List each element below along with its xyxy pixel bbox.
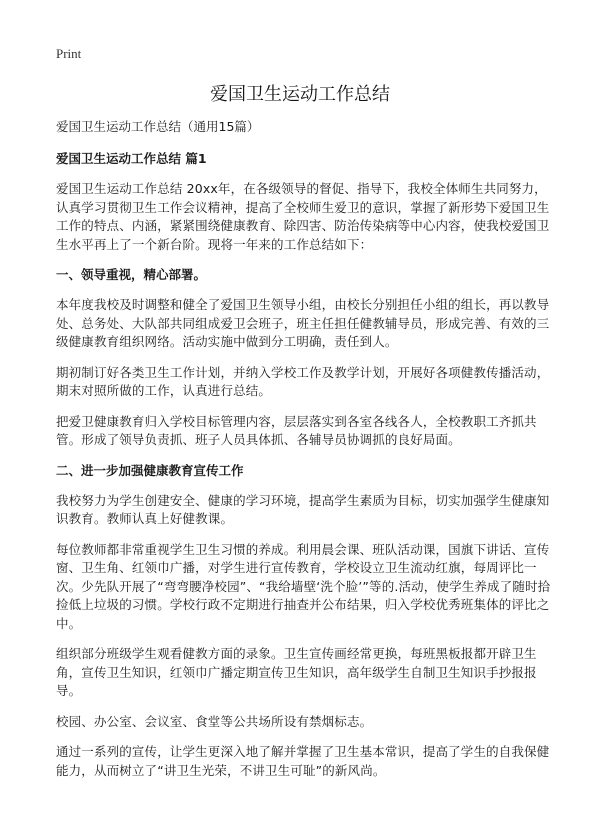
section-heading-2: 二、进一步加强健康教育宣传工作 <box>56 462 244 478</box>
document-content <box>56 118 552 792</box>
paragraph-intro: 爱国卫生运动工作总结 20xx年，在各级领导的督促、指导下，我校全体师生共同努力，认真学习贯彻卫生工作会议精神，提高了全校师生爱卫的意识，掌握了新形势下爱国卫生工作的特点、内涵，紧紧围绕健康教育、除四害、防治传染病等中心内容，使我校爱国卫生水平再上了一个新台阶。现将一年来的工作总结如下： <box>56 181 550 252</box>
paragraph: 校园、办公室、会议室、食堂等公共场所设有禁烟标志。 <box>56 713 373 729</box>
document-subtitle: 爱国卫生运动工作总结（通用15篇） <box>56 119 260 134</box>
paragraph: 我校努力为学生创建安全、健康的学习环境，提高学生素质为目标，切实加强学生健康知识教育。教师认真上好健教课。 <box>56 492 550 526</box>
document-title: 爱国卫生运动工作总结 <box>210 84 390 105</box>
paragraph: 把爱卫健康教育归入学校目标管理内容，层层落实到各室各线各人，全校教职工齐抓共管。形成了领导负责抓、班子人员具体抓、各辅导员协调抓的良好局面。 <box>56 413 537 447</box>
paragraph: 通过一系列的宣传，让学生更深入地了解并掌握了卫生基本常识，提高了学生的自我保健能力，从而树立了“讲卫生光荣，不讲卫生可耻”的新风尚。 <box>56 744 550 778</box>
print-label: Print <box>56 46 82 61</box>
paragraph: 期初制订好各类卫生工作计划，并纳入学校工作及教学计划，开展好各项健教传播活动，期末对照所做的工作，认真进行总结。 <box>56 364 550 398</box>
article-heading: 爱国卫生运动工作总结 篇1 <box>56 151 207 166</box>
paragraph: 组织部分班级学生观看健教方面的录象。卫生宣传画经常更换，每班黑板报都开辟卫生角，宣传卫生知识，红领巾广播定期宣传卫生知识，高年级学生自制卫生知识手抄报报导。 <box>56 646 537 698</box>
paragraph: 每位教师都非常重视学生卫生习惯的养成。利用晨会课、班队活动课，国旗下讲话、宣传窗、卫生角、红领巾广播，对学生进行宣传教育，学校设立卫生流动红旗，每周评比一次。少先队开展了“弯弯腰净校园”、“我给墙壁‘洗个脸’”等的.活动，使学生养成了随时拾捡低上垃圾的习惯。学校行政不定期进行抽查并公布结果，归入学校优秀班集体的评比之中。 <box>56 541 551 631</box>
section-heading-1: 一、领导重视，精心部署。 <box>56 267 207 282</box>
paragraph: 本年度我校及时调整和健全了爱国卫生领导小组，由校长分别担任小组的组长，再以教导处、总务处、大队部共同组成爱卫会班子，班主任担任健教辅导员，形成完善、有效的三级健康教育组织网络。活动实施中做到分工明确，责任到人。 <box>56 297 550 349</box>
